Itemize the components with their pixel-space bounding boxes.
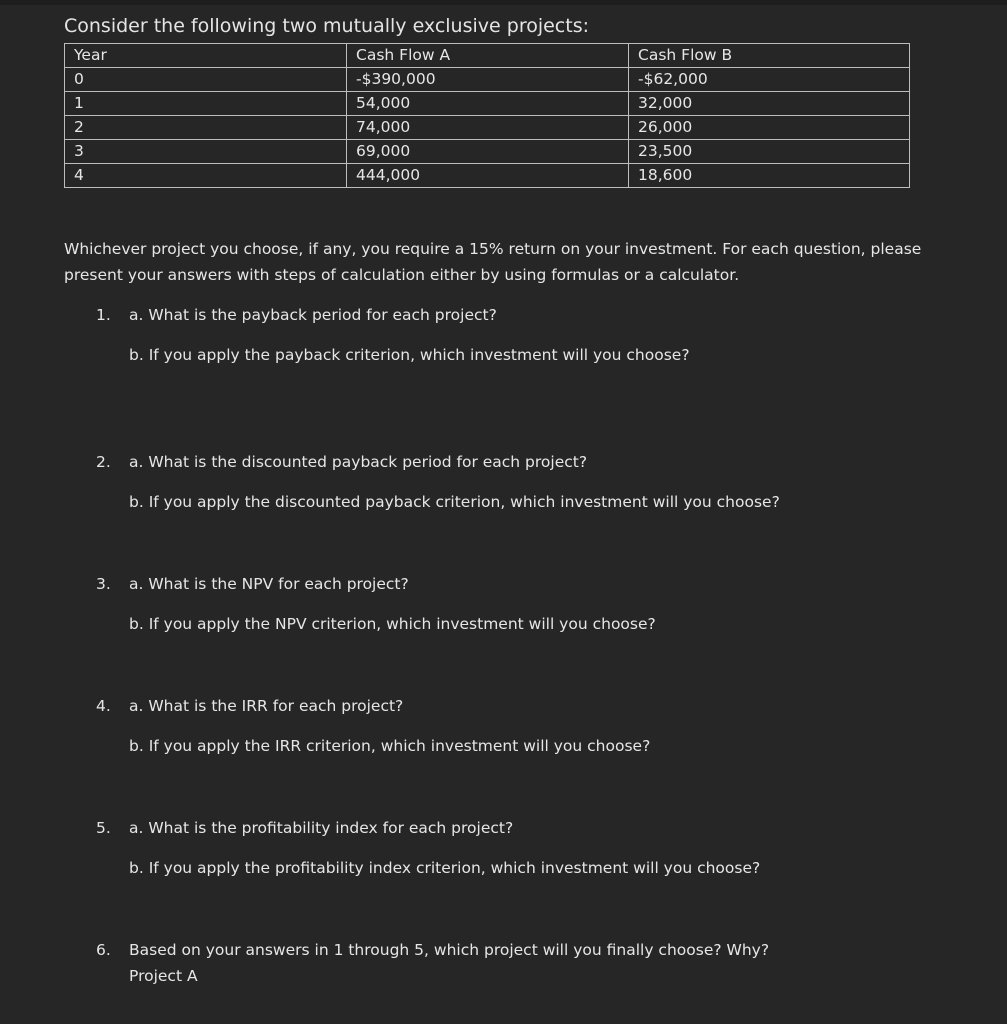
cell-cash-flow-a: 69,000: [347, 140, 629, 164]
question-number: 1.: [96, 306, 111, 324]
cell-cash-flow-a: 74,000: [347, 116, 629, 140]
question-text: Based on your answers in 1 through 5, which project will you finally choose? Why?: [129, 941, 770, 959]
cell-cash-flow-b: 32,000: [629, 92, 910, 116]
question-part-a: a. What is the discounted payback period for each project?: [129, 453, 588, 471]
header-cash-flow-a: Cash Flow A: [347, 44, 629, 68]
table-row: [65, 68, 910, 92]
question-part-b: b. If you apply the profitability index criterion, which investment will you choose?: [129, 859, 761, 877]
cell-year: 0: [65, 68, 347, 92]
cell-cash-flow-a: -$390,000: [347, 68, 629, 92]
question-number: 5.: [96, 819, 111, 837]
question-part-a: a. What is the profitability index for each project?: [129, 819, 514, 837]
question-part-b: b. If you apply the discounted payback criterion, which investment will you choose?: [129, 493, 780, 511]
page-heading: Consider the following two mutually exclusive projects:: [64, 15, 589, 37]
question-part-a: a. What is the payback period for each project?: [129, 306, 497, 324]
question-number: 2.: [96, 453, 111, 471]
cell-year: 1: [65, 92, 347, 116]
cell-year: 4: [65, 164, 347, 188]
question-number: 4.: [96, 697, 111, 715]
question-part-a: a. What is the NPV for each project?: [129, 575, 409, 593]
question-part-a: a. What is the IRR for each project?: [129, 697, 404, 715]
question-part-b: b. If you apply the payback criterion, which investment will you choose?: [129, 346, 690, 364]
header-cash-flow-b: Cash Flow B: [629, 44, 910, 68]
cell-cash-flow-a: 54,000: [347, 92, 629, 116]
cell-cash-flow-a: 444,000: [347, 164, 629, 188]
table-row: [65, 164, 910, 188]
cell-cash-flow-b: 18,600: [629, 164, 910, 188]
table-row: [65, 92, 910, 116]
cell-cash-flow-b: -$62,000: [629, 68, 910, 92]
table-row: [65, 140, 910, 164]
cell-cash-flow-b: 26,000: [629, 116, 910, 140]
question-number: 3.: [96, 575, 111, 593]
question-number: 6.: [96, 941, 111, 959]
top-bar: [0, 0, 1007, 5]
cell-year: 2: [65, 116, 347, 140]
question-part-b: b. If you apply the NPV criterion, which investment will you choose?: [129, 615, 656, 633]
question-part-b: b. If you apply the IRR criterion, which investment will you choose?: [129, 737, 651, 755]
table-header-row: [65, 44, 910, 68]
cell-cash-flow-b: 23,500: [629, 140, 910, 164]
header-year: Year: [65, 44, 347, 68]
intro-paragraph: Whichever project you choose, if any, you require a 15% return on your investment. For each question, please present your answers with steps of calculation either by using formulas or a calculator.: [64, 240, 922, 284]
cash-flow-table: [64, 43, 910, 188]
table-row: [65, 116, 910, 140]
cell-year: 3: [65, 140, 347, 164]
answer-text: Project A: [129, 967, 198, 985]
